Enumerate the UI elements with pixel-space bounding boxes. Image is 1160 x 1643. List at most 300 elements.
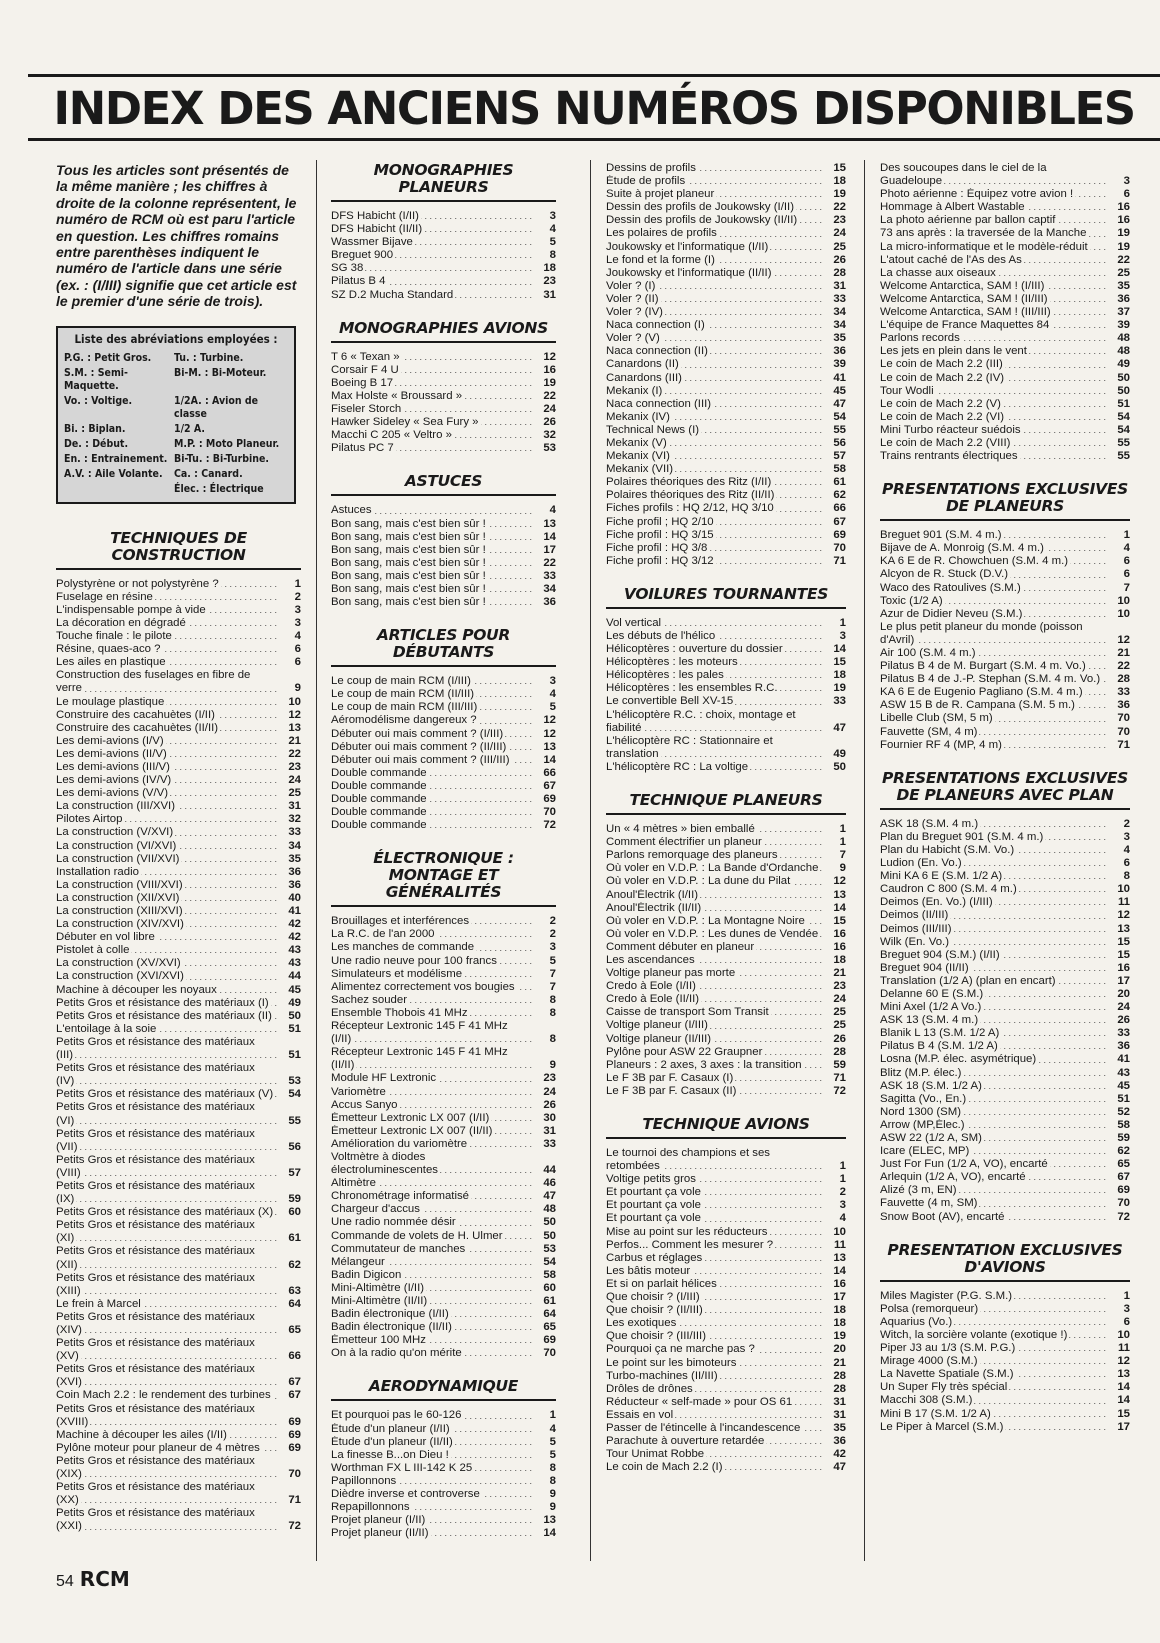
issue-number: 24 — [543, 403, 556, 416]
index-entry — [606, 476, 846, 489]
issue-number: 72 — [833, 1084, 846, 1097]
entry-title: Mini Turbo réacteur suédois — [880, 423, 1021, 436]
entry-title: Un « 4 mètres » bien emballé — [606, 823, 755, 836]
index-entry — [56, 1023, 301, 1036]
issue-number: 67 — [543, 779, 556, 792]
issue-number: 11 — [1117, 896, 1130, 909]
index-entry — [880, 542, 1130, 555]
issue-number: 26 — [833, 1032, 846, 1045]
index-entry — [331, 819, 556, 832]
index-entry — [56, 748, 301, 761]
entry-title: Que choisir ? (I/III) — [606, 1291, 700, 1304]
section-rule — [606, 1137, 846, 1139]
issue-number: 45 — [288, 983, 301, 996]
index-entry — [331, 1177, 556, 1190]
entry-title: Witch, la sorcière volante (exotique !) — [880, 1328, 1068, 1341]
issue-number: 9 — [294, 682, 301, 695]
issue-number: 5 — [549, 1435, 556, 1448]
issue-number: 16 — [1117, 214, 1130, 227]
entry-title: Petits Gros et résistance des matériaux (IV) — [56, 1062, 255, 1088]
index-entry — [880, 673, 1130, 686]
page-title: INDEX DES ANCIENS NUMÉROS DISPONIBLES — [53, 82, 1135, 135]
abbreviation-item: Bi. : Biplan. — [64, 422, 126, 435]
index-entry — [880, 1040, 1130, 1053]
issue-number: 69 — [288, 1441, 301, 1454]
issue-number: 14 — [543, 530, 556, 543]
index-entry — [331, 1308, 556, 1321]
section-heading: MONOGRAPHIES AVIONS — [339, 318, 548, 337]
issue-number: 43 — [288, 944, 301, 957]
entry-title: Réducteur « self-made » pour OS 61 — [606, 1395, 793, 1408]
index-entry — [880, 726, 1130, 739]
issue-number: 24 — [833, 227, 846, 240]
issue-number: 43 — [288, 957, 301, 970]
index-entry — [331, 1501, 556, 1514]
index-entry — [331, 210, 556, 223]
entry-title: Le point sur les bimoteurs — [606, 1356, 737, 1369]
index-entry — [606, 529, 846, 542]
issue-number: 46 — [543, 1177, 556, 1190]
issue-number: 50 — [1117, 384, 1130, 397]
entry-title: Construction des fuselages en fibre de verre — [56, 669, 251, 695]
index-entry — [56, 1403, 301, 1429]
issue-number: 50 — [1117, 371, 1130, 384]
entry-title: Mini B 17 (S.M. 1/2 A) — [880, 1407, 991, 1420]
entry-title: Miles Magister (P.G. S.M.) — [880, 1289, 1013, 1302]
issue-number: 18 — [543, 262, 556, 275]
issue-number: 50 — [288, 1009, 301, 1022]
abbreviation-item: A.V. : Aile Volante. — [64, 467, 163, 480]
entry-title: La micro-informatique et le modèle-réduit — [880, 240, 1088, 253]
index-entry — [606, 1006, 846, 1019]
issue-number: 22 — [543, 389, 556, 402]
issue-number: 23 — [288, 760, 301, 773]
index-entry — [606, 669, 846, 682]
issue-number: 8 — [549, 1006, 556, 1019]
issue-number: 36 — [833, 345, 846, 358]
issue-number: 45 — [833, 384, 846, 397]
issue-number: 36 — [1117, 1040, 1130, 1053]
issue-number: 50 — [543, 1216, 556, 1229]
entry-title: Essais en vol — [606, 1408, 674, 1421]
issue-number: 1 — [839, 823, 846, 836]
entry-title: Étude d'un planeur (II/II) — [331, 1435, 453, 1448]
issue-number: 64 — [288, 1297, 301, 1310]
issue-number: 10 — [1117, 883, 1130, 896]
issue-number: 3 — [839, 1199, 846, 1212]
entry-title: Mélangeur — [331, 1255, 385, 1268]
index-entry — [606, 1239, 846, 1252]
issue-number: 36 — [288, 865, 301, 878]
entry-title: Sachez souder — [331, 993, 407, 1006]
index-entry — [880, 1119, 1130, 1132]
index-entry — [606, 398, 846, 411]
index-entry — [880, 332, 1130, 345]
issue-number: 4 — [294, 630, 301, 643]
entry-title: Breguet 904 (II/II) — [880, 961, 969, 974]
index-list — [331, 504, 556, 609]
issue-number: 71 — [1117, 738, 1130, 751]
index-entry — [606, 1033, 846, 1046]
issue-number: 54 — [1117, 423, 1130, 436]
issue-number: 10 — [1117, 607, 1130, 620]
abbreviation-item: P.G. : Petit Gros. — [64, 351, 152, 364]
issue-number: 41 — [1117, 1053, 1130, 1066]
entry-title: Air 100 (S.M. 4 m.) — [880, 647, 976, 659]
issue-number: 55 — [833, 423, 846, 436]
issue-number: 11 — [1117, 1342, 1130, 1355]
index-entry — [606, 1448, 846, 1461]
index-entry — [880, 660, 1130, 673]
section-debutants — [331, 627, 556, 832]
entry-title: La Navette Spatiale (S.M.) — [880, 1368, 1014, 1381]
index-entry — [880, 254, 1130, 267]
issue-number: 69 — [543, 1334, 556, 1347]
index-entry — [880, 1132, 1130, 1145]
issue-number: 18 — [833, 953, 846, 966]
issue-number: 3 — [549, 941, 556, 954]
issue-number: 3 — [294, 603, 301, 616]
entry-title: Fiche profil : HQ 3/12 — [606, 554, 714, 567]
issue-number: 2 — [549, 928, 556, 941]
issue-number: 28 — [833, 1369, 846, 1382]
entry-title: Mini-Altimètre (I/II) — [331, 1281, 425, 1294]
entry-title: Credo à Eole (I/II) — [606, 980, 696, 993]
section-heading: PRESENTATIONS EXCLUSIVES DE PLANEURS — [882, 480, 1128, 516]
issue-number: 67 — [288, 1389, 301, 1402]
index-entry — [331, 754, 556, 767]
issue-number: 69 — [1117, 1184, 1130, 1197]
index-entry — [56, 1507, 301, 1533]
issue-number: 35 — [833, 332, 846, 345]
entry-title: Ensemble Thobois 41 MHz — [331, 1006, 468, 1019]
index-entry — [880, 162, 1130, 188]
entry-title: Nord 1300 (SM) — [880, 1105, 962, 1118]
index-entry — [331, 1007, 556, 1020]
entry-title: Snow Boot (AV), encarté — [880, 1210, 1005, 1223]
issue-number: 36 — [543, 596, 556, 609]
issue-number: 55 — [1117, 450, 1130, 463]
issue-number: 12 — [1117, 633, 1130, 646]
issue-number: 2 — [294, 590, 301, 603]
entry-title: Les manches de commande — [331, 941, 475, 954]
issue-number: 1 — [1123, 529, 1130, 542]
section-rule — [880, 808, 1130, 810]
abbreviation-item: Vo. : Voltige. — [64, 394, 133, 407]
entry-title: Mise au point sur les réducteurs — [606, 1225, 768, 1238]
issue-number: 12 — [543, 727, 556, 740]
entry-title: KA 6 E de R. Chowchuen (S.M. 4 m.) — [880, 555, 1069, 568]
index-entry — [331, 780, 556, 793]
page-footer — [56, 1567, 130, 1591]
entry-title: Les ailes en plastique — [56, 656, 166, 669]
section-heading: VOILURES TOURNANTES — [623, 584, 829, 603]
index-entry — [56, 879, 301, 892]
index-entry — [56, 840, 301, 853]
entry-title: Le coin de Mach 2.2 (VI) — [880, 410, 1005, 423]
index-entry — [880, 1158, 1130, 1171]
index-entry — [606, 630, 846, 643]
index-entry — [606, 1173, 846, 1186]
index-entry — [606, 188, 846, 201]
index-entry — [331, 377, 556, 390]
index-entry — [606, 1278, 846, 1291]
index-entry — [880, 411, 1130, 424]
index-entry — [606, 1212, 846, 1225]
entry-title: Double commande — [331, 766, 427, 779]
issue-number: 31 — [288, 800, 301, 813]
issue-number: 2 — [549, 915, 556, 928]
index-entry — [880, 712, 1130, 725]
index-entry — [331, 968, 556, 981]
title-rule — [28, 138, 1160, 141]
index-entry — [606, 555, 846, 568]
entry-title: Polaires théoriques des Ritz (II/II) — [606, 489, 775, 502]
issue-number: 66 — [833, 502, 846, 515]
issue-number: 26 — [833, 253, 846, 266]
issue-number: 50 — [543, 1229, 556, 1242]
entry-title: Bon sang, mais c'est bien sûr ! — [331, 530, 486, 543]
index-entry — [606, 227, 846, 240]
entry-title: Breguet 904 (S.M.) (I/II) — [880, 948, 1000, 961]
entry-title: L'indispensable pompe à vide — [56, 603, 206, 616]
issue-number: 19 — [543, 376, 556, 389]
index-entry — [56, 826, 301, 839]
section-pres-plan — [880, 770, 1130, 1224]
index-entry — [880, 568, 1130, 581]
index-entry — [880, 896, 1130, 909]
abbreviations-box — [56, 326, 296, 504]
index-entry — [331, 941, 556, 954]
entry-title: Pilatus PC 7 — [331, 442, 394, 455]
entry-title: Projet planeur (II/II) — [331, 1527, 429, 1540]
index-entry — [606, 411, 846, 424]
entry-title: T 6 « Texan » — [331, 350, 400, 363]
issue-number: 6 — [1123, 555, 1130, 568]
issue-number: 12 — [543, 714, 556, 727]
issue-number: 22 — [543, 556, 556, 569]
entry-title: Tour Wodli — [880, 384, 934, 397]
index-entry — [606, 1085, 846, 1098]
entry-title: Que choisir ? (II/III) — [606, 1304, 703, 1317]
issue-number: 25 — [833, 1019, 846, 1032]
entry-title: Petits Gros et résistance des matériaux (XII) — [56, 1245, 255, 1271]
index-entry — [56, 1180, 301, 1206]
entry-title: Petits Gros et résistance des matériaux (VIII) — [56, 1153, 255, 1179]
issue-number: 7 — [549, 980, 556, 993]
issue-number: 69 — [288, 1415, 301, 1428]
entry-title: L'hélicoptère R.C. : choix, montage et fiabilité — [606, 708, 796, 734]
abbreviation-item: 1/2 A. — [174, 422, 205, 435]
entry-title: Arlequin (1/2 A, VO), encarté — [880, 1171, 1026, 1184]
index-entry — [880, 595, 1130, 608]
entry-title: Machine à découper les noyaux — [56, 983, 217, 996]
index-list — [606, 162, 846, 568]
entry-title: Le coin de Mach 2.2 (IV) — [880, 371, 1005, 384]
index-entry — [331, 390, 556, 403]
index-entry — [880, 621, 1130, 647]
abbreviation-item: Ca. : Canard. — [174, 467, 243, 480]
index-entry — [880, 1316, 1130, 1329]
issue-number: 9 — [549, 1059, 556, 1072]
issue-number: 19 — [833, 682, 846, 695]
issue-number: 6 — [1123, 188, 1130, 201]
entry-title: Les jets en plein dans le vent — [880, 345, 1027, 358]
issue-number: 13 — [543, 1514, 556, 1527]
entry-title: Voltige planeur (I/III) — [606, 1019, 708, 1032]
index-entry — [606, 280, 846, 293]
index-entry — [56, 1245, 301, 1271]
issue-number: 35 — [288, 852, 301, 865]
issue-number: 55 — [1117, 436, 1130, 449]
index-entry — [880, 1408, 1130, 1421]
entry-title: Boeing B 17 — [331, 376, 394, 389]
issue-number: 54 — [288, 1088, 301, 1101]
index-entry — [606, 993, 846, 1006]
index-entry — [606, 1252, 846, 1265]
entry-title: Polaires théoriques des Ritz (I/II) — [606, 476, 772, 489]
issue-number: 22 — [288, 747, 301, 760]
issue-number: 13 — [543, 517, 556, 530]
issue-number: 59 — [833, 1058, 846, 1071]
entry-title: Les demi-avions (I/V) — [56, 734, 164, 747]
index-entry — [56, 1154, 301, 1180]
index-entry — [606, 1343, 846, 1356]
entry-title: La construction (III/XVI) — [56, 800, 176, 813]
entry-title: Mini KA 6 E (S.M. 1/2 A) — [880, 870, 1003, 883]
entry-title: Et pourquoi pas le 60-126 — [331, 1409, 462, 1422]
issue-number: 1 — [839, 1160, 846, 1173]
issue-number: 36 — [1117, 699, 1130, 712]
issue-number: 66 — [543, 766, 556, 779]
entry-title: Max Holste « Broussard » — [331, 389, 463, 402]
issue-number: 13 — [833, 888, 846, 901]
entry-title: Débuter oui mais comment ? (II/III) — [331, 740, 507, 753]
issue-number: 17 — [833, 1291, 846, 1304]
index-entry — [606, 1370, 846, 1383]
index-entry — [56, 604, 301, 617]
entry-title: Petits Gros et résistance des matériaux (VI) — [56, 1101, 255, 1127]
entry-title: Étude d'un planeur (I/II) — [331, 1422, 450, 1435]
issue-number: 30 — [543, 1111, 556, 1124]
issue-number: 1 — [1123, 1289, 1130, 1302]
entry-title: L'hélicoptère RC : La voltige — [606, 760, 749, 773]
issue-number: 32 — [288, 813, 301, 826]
entry-title: L'hélicoptère RC : Stationnaire et translation — [606, 734, 773, 760]
section-aero — [331, 1378, 556, 1540]
issue-number: 6 — [1123, 1315, 1130, 1328]
index-entry — [56, 591, 301, 604]
entry-title: Où voler en V.D.P. : La dune du Pilat — [606, 875, 791, 888]
entry-title: Breguet 900 — [331, 249, 394, 262]
section-rule — [331, 341, 556, 343]
index-entry — [331, 596, 556, 609]
index-entry — [880, 909, 1130, 922]
entry-title: Technical News (I) — [606, 423, 700, 436]
index-entry — [880, 201, 1130, 214]
index-entry — [606, 463, 846, 476]
index-entry — [880, 450, 1130, 463]
index-entry — [331, 1475, 556, 1488]
entry-title: Commande de volets de H. Ulmer — [331, 1229, 503, 1242]
issue-number: 70 — [543, 806, 556, 819]
issue-number: 28 — [833, 1382, 846, 1395]
column-1 — [56, 162, 301, 1534]
index-entry — [880, 319, 1130, 332]
abbreviations-list — [64, 352, 288, 496]
entry-title: Toxic (1/2 A) — [880, 594, 943, 607]
index-entry — [56, 735, 301, 748]
index-entry — [606, 1265, 846, 1278]
entry-title: Le Piper à Marcel (S.M.) — [880, 1420, 1004, 1433]
entry-title: Émetteur Lextronic LX 007 (II/II) — [331, 1124, 493, 1137]
issue-number: 64 — [543, 1308, 556, 1321]
index-entry — [331, 1462, 556, 1475]
entry-title: Hommage à Albert Wastable — [880, 201, 1025, 214]
index-entry — [331, 1347, 556, 1360]
issue-number: 70 — [288, 1468, 301, 1481]
index-entry — [880, 1014, 1130, 1027]
section-rule — [331, 494, 556, 496]
index-entry — [606, 214, 846, 227]
index-entry — [331, 1203, 556, 1216]
entry-title: Voler ? (V) — [606, 332, 660, 345]
index-entry — [606, 1147, 846, 1173]
entry-title: Welcome Antarctica, SAM ! (I/III) — [880, 279, 1045, 292]
index-entry — [880, 1001, 1130, 1014]
entry-title: Étude de profils — [606, 175, 686, 188]
entry-title: Petits Gros et résistance des matériaux (II) — [56, 1009, 272, 1022]
index-entry — [606, 319, 846, 332]
index-entry — [606, 1226, 846, 1239]
index-entry — [56, 1298, 301, 1311]
entry-title: ASK 18 (S.M. 4 m.) — [880, 817, 979, 830]
issue-number: 58 — [543, 1268, 556, 1281]
index-entry — [880, 1053, 1130, 1066]
issue-number: 45 — [1117, 1079, 1130, 1092]
entry-title: Double commande — [331, 819, 427, 832]
issue-number: 22 — [1117, 660, 1130, 673]
index-entry — [331, 1099, 556, 1112]
section-tech-planeurs — [606, 792, 846, 1098]
index-entry — [606, 306, 846, 319]
index-entry — [880, 227, 1130, 240]
section-rule — [331, 665, 556, 667]
section-rule — [606, 813, 846, 815]
index-entry — [606, 1186, 846, 1199]
entry-title: Wassmer Bijave — [331, 236, 413, 249]
entry-title: Construire des cacahuètes (II/II) — [56, 721, 219, 734]
index-entry — [331, 1138, 556, 1151]
issue-number: 62 — [1117, 1145, 1130, 1158]
entry-title: Amélioration du variomètre — [331, 1137, 468, 1150]
issue-number: 47 — [833, 721, 846, 734]
index-list — [331, 1409, 556, 1540]
index-entry — [880, 883, 1130, 896]
index-entry — [331, 1020, 556, 1046]
entry-title: Comment débuter en planeur — [606, 940, 755, 953]
index-entry — [880, 608, 1130, 621]
index-entry — [606, 682, 846, 695]
entry-title: Pilatus B 4 — [331, 275, 386, 288]
entry-title: Double commande — [331, 779, 427, 792]
index-entry — [880, 923, 1130, 936]
index-entry — [606, 617, 846, 630]
issue-number: 53 — [543, 1242, 556, 1255]
index-entry — [606, 437, 846, 450]
entry-title: Polystyrène or not polystyrène ? — [56, 577, 219, 590]
index-entry — [56, 892, 301, 905]
